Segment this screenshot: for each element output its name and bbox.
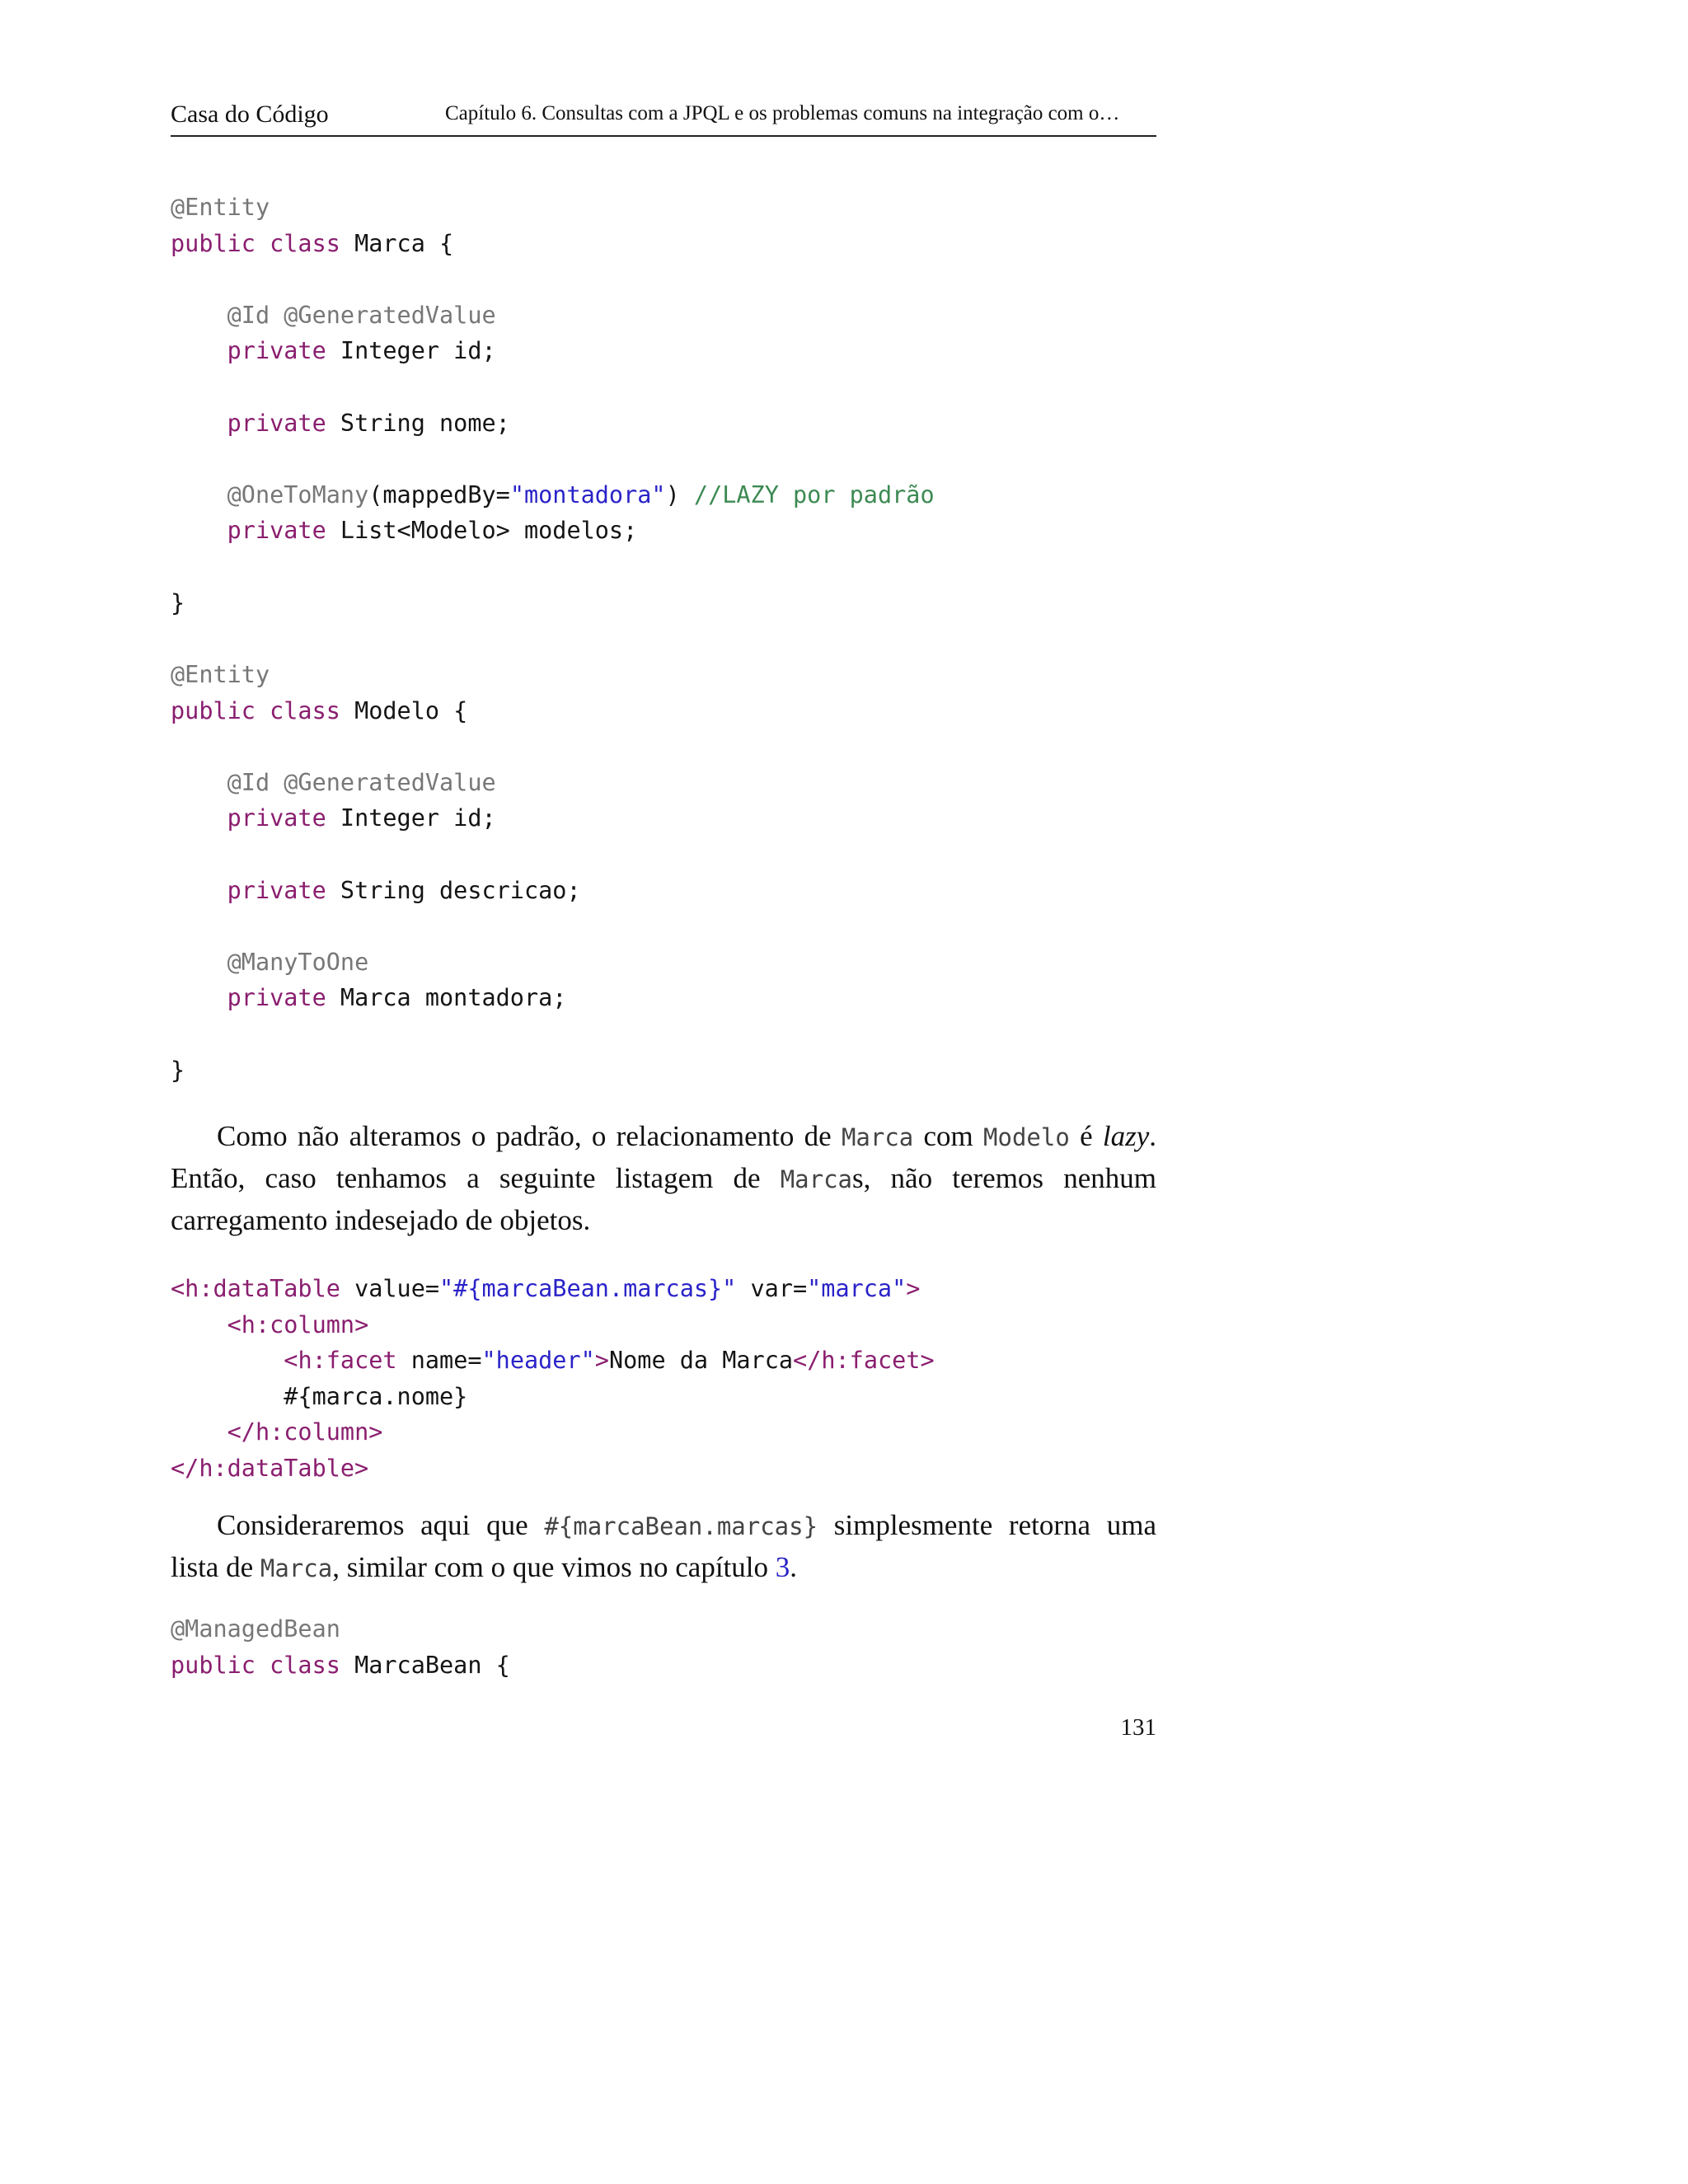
code-text: String nome;	[326, 409, 510, 437]
markup-tag: <h:dataTable	[171, 1275, 340, 1302]
markup-tag: <h:facet	[284, 1347, 397, 1375]
annotation: @ManyToOne	[227, 948, 369, 976]
annotation: @Id @GeneratedValue	[227, 301, 496, 329]
code-text: String descricao;	[326, 876, 581, 904]
code-text: Marca montadora;	[326, 984, 567, 1012]
keyword: public class	[171, 696, 340, 724]
text: Consideraremos aqui que	[217, 1509, 545, 1541]
code-listing-datatable	[171, 1271, 935, 1487]
code-text: name=	[396, 1347, 482, 1375]
string-literal: "marca"	[807, 1275, 907, 1302]
keyword: private	[227, 409, 326, 437]
code-listing-entities-modelo	[171, 657, 581, 1088]
code-text: }	[171, 1056, 185, 1084]
keyword: private	[227, 804, 326, 832]
annotation: @OneToMany	[227, 480, 369, 509]
keyword: public class	[171, 1651, 340, 1679]
inline-code: #{marcaBean.marcas}	[544, 1512, 818, 1540]
inline-code: Modelo	[983, 1123, 1070, 1151]
text: é	[1069, 1120, 1103, 1152]
annotation: @ManagedBean	[171, 1615, 340, 1643]
string-literal: "header"	[481, 1347, 595, 1375]
markup-tag: </h:dataTable>	[171, 1454, 369, 1482]
markup-tag: </h:facet>	[793, 1347, 935, 1375]
code-comment: //LAZY por padrão	[693, 480, 935, 509]
markup-tag: >	[906, 1275, 921, 1302]
text: simplesmente retorna uma lista de	[171, 1509, 1156, 1583]
annotation: @Entity	[171, 194, 270, 221]
code-text: List<Modelo> modelos;	[326, 517, 638, 545]
code-listing-managedbean	[171, 1611, 510, 1683]
running-header	[171, 97, 1156, 137]
paragraph-lazy-relationship	[171, 1116, 1156, 1240]
chapter-title: Capítulo 6. Consultas com a JPQL e os problemas comuns na integração com o…	[445, 102, 1120, 124]
code-text: (mappedBy=	[368, 480, 510, 509]
text: .	[790, 1551, 797, 1583]
emphasis: lazy	[1102, 1120, 1150, 1152]
code-text: }	[171, 588, 185, 616]
markup-tag: </h:column>	[227, 1418, 383, 1446]
paragraph-marcabean	[171, 1505, 1156, 1589]
annotation: @Entity	[171, 661, 270, 688]
code-text: )	[665, 480, 694, 509]
string-literal: "#{marcaBean.marcas}"	[439, 1275, 737, 1302]
code-text: Integer id;	[326, 804, 496, 832]
code-text: Nome da Marca	[608, 1347, 794, 1375]
page-number: 131	[1120, 1714, 1156, 1741]
inline-code: Marca	[841, 1123, 914, 1151]
annotation: @Id @GeneratedValue	[227, 768, 496, 796]
keyword: private	[227, 984, 326, 1012]
code-text: Integer id;	[326, 337, 496, 365]
text: s, não teremos nenhum carregamento indesejado de objetos.	[171, 1162, 1156, 1236]
code-text: var=	[736, 1275, 808, 1302]
string-literal: "montadora"	[509, 480, 666, 509]
keyword: private	[227, 517, 326, 545]
markup-tag: >	[594, 1347, 609, 1375]
code-text: MarcaBean {	[340, 1651, 510, 1679]
keyword: public class	[171, 229, 340, 257]
code-text: #{marca.nome}	[284, 1382, 468, 1410]
book-page	[171, 0, 1156, 2184]
text: Como não alteramos o padrão, o relacionamento de	[217, 1120, 842, 1152]
code-text: value=	[340, 1275, 440, 1302]
text: com	[913, 1120, 984, 1152]
chapter-reference-link[interactable]: 3	[775, 1551, 790, 1583]
keyword: private	[227, 337, 326, 365]
code-text: Modelo {	[340, 696, 468, 724]
keyword: private	[227, 876, 326, 904]
inline-code: Marca	[780, 1165, 853, 1193]
text: , similar com o que vimos no capítulo	[332, 1551, 776, 1583]
markup-tag: <h:column>	[227, 1310, 369, 1338]
text: . Então, caso tenhamos a seguinte listagem de	[171, 1120, 1157, 1194]
code-listing-entities-marca	[171, 190, 935, 621]
inline-code: Marca	[260, 1554, 333, 1582]
code-text: Marca {	[340, 229, 454, 257]
book-title: Casa do Código	[171, 101, 329, 128]
